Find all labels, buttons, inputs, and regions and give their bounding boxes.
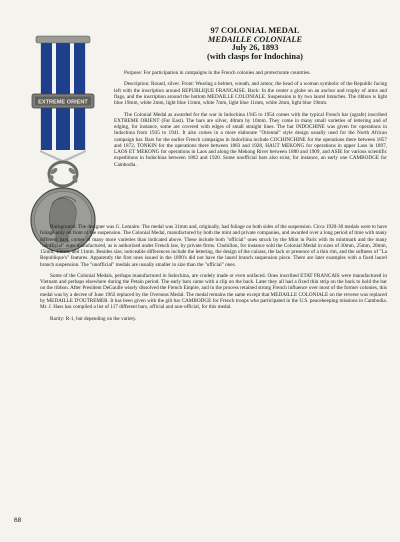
medal-subtitle: (with clasps for Indochina) — [207, 51, 303, 61]
title-block — [180, 27, 330, 61]
page-number: 68 — [14, 517, 22, 524]
rarity-paragraph: Rarity: R-1, but depending on the variety. — [50, 315, 137, 322]
upper-text-column — [114, 70, 387, 173]
laurel-suspension — [48, 162, 79, 186]
medal-number-title: 97 COLONIAL MEDAL — [210, 26, 300, 35]
clasp-inscription: EXTREME ORIENT — [38, 99, 88, 106]
variants-paragraph: Some of the Colonial Medals, perhaps manufactured in Indochina, are crudely made or even unifaced. Ones inscribed ETAT FRANCAIS were manufactured in Vietnam and perhaps elsewhere during the Petain period. The early bars came with a clip on the back. Later they all had a fixed thin strip on the back to hold the bar on the ribbon. After President DeGaulle wisely dissolved the French Empire, and in the process retained strong French influence over most of the former colonies, this medal was by a decree of June 1962 replaced by the Overseas Medal. The medal remains the same except that MEDAILLE COLONIALE on the reverse was replaced by MEDAILLE D'OUTREMER. It has been given with the gilt bar CAMBODGE for French troops who participated in the U.S. peacekeeping missions in Cambodia. Mr. J. Hass has compiled a list of 117 different bars, official and non-official, for this medal. — [40, 272, 387, 311]
clasp-bar — [32, 94, 94, 108]
purpose-paragraph: Purpose: For participation in campaigns in the French colonies and protectorate countries. — [124, 70, 311, 76]
background-paragraph: Background: The designer was G. Lemaire. The medal was 31mm and, originally, had foliage on both sides of the suspension. Circa 1920-30 medals were to have foliage only on front of the suspension. The Colonial Medal, manufactured by both the mint and private companies, and awarded over a long period of time with many different bars, comes in many more varieties than indicated above. These include both "official" ones struck by the Mint in Paris with its mintmark and the many "unofficial" ones manufactured, as is authorized under French law, by private firms. Chobillon, for instance sold the Colonial Medal in sizes of 30mm, 25mm, 20mm, 15mm, 13mm, and 11mm. Besides size, noticeable differences include the lettering, the design of the cuirass, the lack or presence of a thin rim, and the softness of "La Republique's" features. Apparently the first ones issued in the 1890's did not have the laurel branch suspension piece. There are later examples with a fixed laurel branch suspension. The "unofficial" medals are usually smaller in size than the "official" ones. — [40, 224, 387, 268]
lower-text-column — [40, 224, 387, 327]
description-paragraph: Description: Round, silver. Front: Wearing a helmet, wreath, and armor, the head of a woman symbolic of the Republic facing left with the inscription around REPUBLIQUE FRANCAISE. Back: In the center a globe on an anchor and trophy of arms and flags, and the inscription around the bottom MEDAILLE COLONIALE. Suspension is by two laurel branches. The ribbon is light blue 19mm, white 2mm, light blue 11mm, white 7mm, light blue 11mm, white 2mm, light blue 19mm. — [114, 81, 387, 107]
awarded-paragraph: The Colonial Medal as awarded for the war in Indochina 1945 to 1954 comes with the typical French bar (agrafe) inscribed EXTREME ORIENT (Far East). The bars are silver, 40mm by 10mm. They come in many small varieties of lettering and of edging, for instance, some are covered with edges of small straight lines. The bar INDOCHINE was given for operations in Indochina from 1935 to 1941. It also comes in a more elaborate "Oriental" style design usually used for the North African campaign bar. Bars for the earlier French campaigns in Indochina include COCHINCHINE for the operations there between 1857 and 1872, TONKIN for the operations there between 1883 and 1928, HAUT MEKONG for operations in upper Laos in 1897, LAOS ET MEKONG for operations in Laos and along the Mekong River between 1880 and 1909, and ASIE for various scientific expeditions in Indochina between 1882 and 1920. Some unofficial bars also exist, for instance, an early one CAMBODGE for Cambodia. — [114, 111, 387, 168]
medal-date: July 26, 1893 — [231, 43, 279, 53]
medal-french-title: MEDAILLE COLONIALE — [207, 34, 303, 44]
